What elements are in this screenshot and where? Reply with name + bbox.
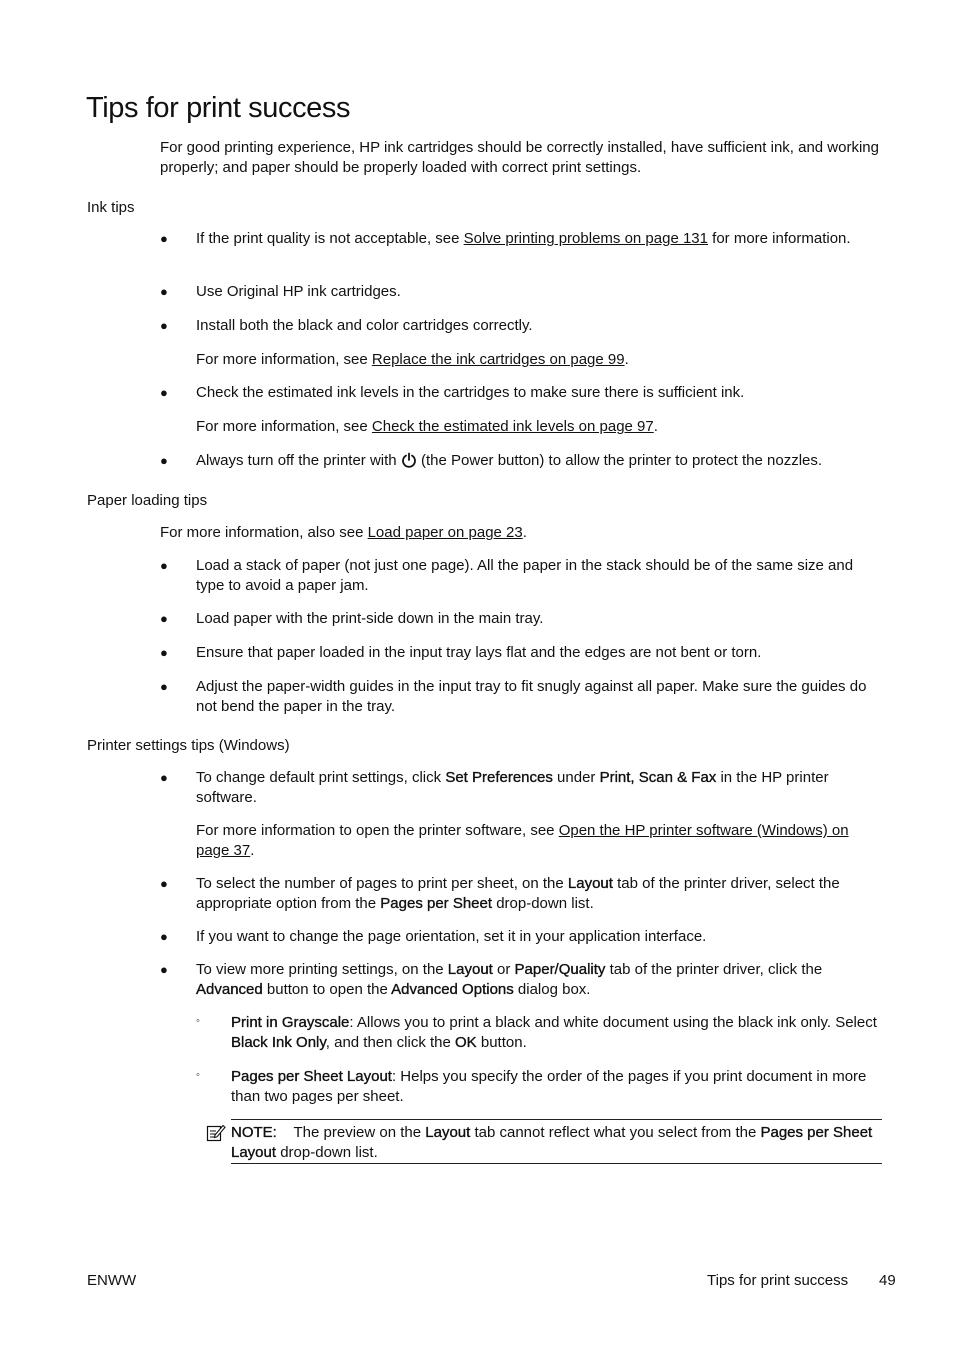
note-text: NOTE: The preview on the Layout tab cannot reflect what you select from the Pages per Sheet Layout drop-down list. [231,1124,873,1161]
paper-tips-heading: Paper loading tips [87,492,208,509]
note-top-rule [231,1119,882,1120]
link-check-ink-levels[interactable]: Check the estimated ink levels on page 97 [371,418,654,435]
bullet: ● [160,645,168,660]
more-info-text: For more information, see Replace the ink cartridges on page 99. [196,351,629,368]
link-replace-ink-cartridges[interactable]: Replace the ink cartridges on page 99 [371,351,625,368]
more-info-text: For more information to open the printer software, see Open the HP printer software (Windows) on page 37. [196,822,849,859]
note-label: NOTE: [231,1124,277,1141]
link-open-printer-software[interactable]: Open the HP printer software (Windows) on page 37 [196,822,849,859]
footer-section: Tips for print success [707,1272,849,1289]
bullet: ● [160,876,168,891]
ink-tips-heading: Ink tips [87,199,135,216]
note-icon [206,1123,226,1143]
page-title: Tips for print success [86,92,351,124]
bullet: ● [160,284,168,299]
link-load-paper[interactable]: Load paper on page 23 [367,524,523,541]
more-info-text: For more information, see Check the estimated ink levels on page 97. [196,418,658,435]
bullet: ● [160,770,168,785]
paper-intro: For more information, also see Load paper on page 23. [160,524,527,541]
bullet: ● [160,231,168,246]
bullet: ● [160,318,168,333]
bullet: ● [160,679,168,694]
bullet: ● [160,385,168,400]
sub-bullet: ◦ [196,1015,200,1027]
intro-paragraph: For good printing experience, HP ink cartridges should be correctly installed, have sufficient ink, and working properly; and paper should be properly loaded with correct print settings. [160,139,879,176]
bullet: ● [160,558,168,573]
bullet: ● [160,962,168,977]
note-bottom-rule [231,1163,882,1164]
bullet: ● [160,611,168,626]
settings-tips-heading: Printer settings tips (Windows) [87,737,290,754]
sub-bullet: ◦ [196,1069,200,1081]
footer-left: ENWW [87,1272,137,1289]
bullet: ● [160,453,168,468]
footer-page-number: 49 [879,1272,896,1289]
link-solve-printing-problems[interactable]: Solve printing problems on page 131 [463,230,708,247]
power-icon [401,452,417,468]
bullet: ● [160,929,168,944]
